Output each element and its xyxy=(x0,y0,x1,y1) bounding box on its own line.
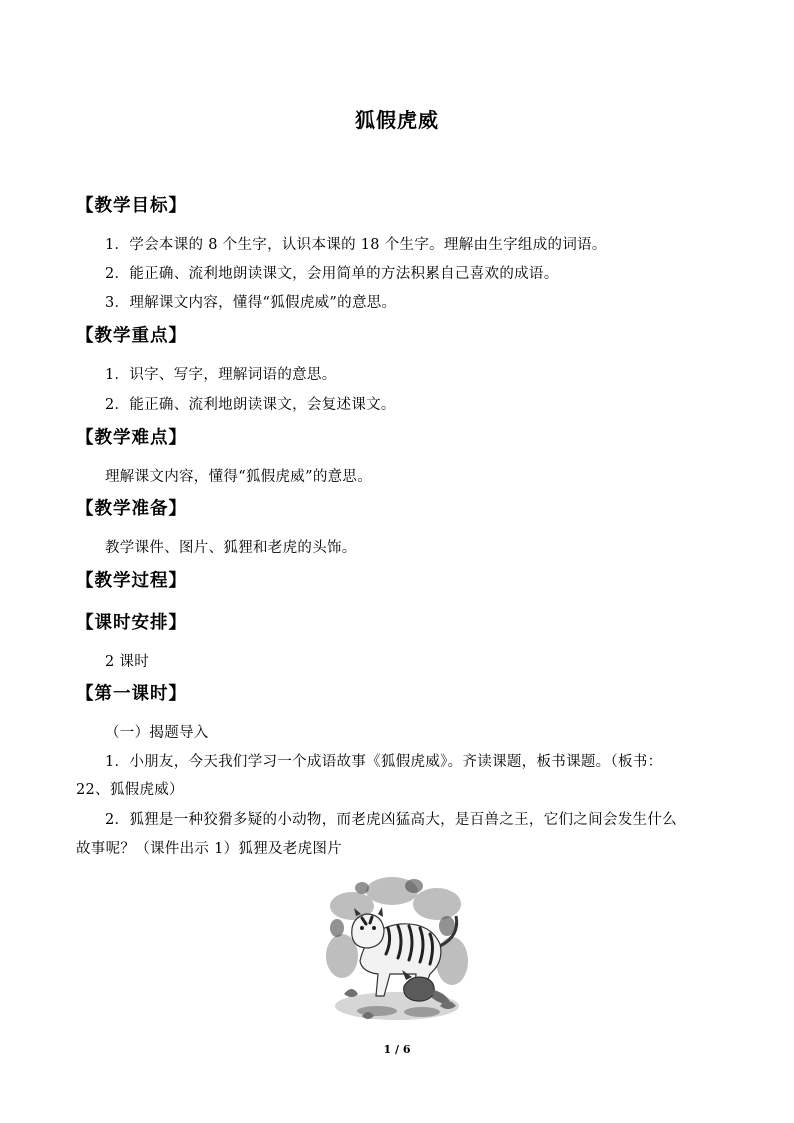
goal-item-1: 1．学会本课的 8 个生字，认识本课的 18 个生字。理解由生字组成的词语。 xyxy=(105,237,607,253)
goal-item-2: 2．能正确、流利地朗读课文，会用简单的方法积累自己喜欢的成语。 xyxy=(105,266,559,282)
heading-process: 【教学过程】 xyxy=(76,571,187,591)
fox-tiger-illustration xyxy=(322,866,472,1026)
heading-goals: 【教学目标】 xyxy=(76,196,187,216)
page-number: 1 / 6 xyxy=(383,1043,411,1056)
paragraph-2-line-2: 故事呢？（课件出示 1）狐狸及老虎图片 xyxy=(76,841,343,857)
sub-heading-intro: （一）揭题导入 xyxy=(105,725,209,741)
schedule-text: 2 课时 xyxy=(105,654,150,670)
goal-item-3: 3．理解课文内容，懂得“狐假虎威”的意思。 xyxy=(105,295,397,311)
heading-difficulties: 【教学难点】 xyxy=(76,428,187,448)
preparation-text: 教学课件、图片、狐狸和老虎的头饰。 xyxy=(105,540,357,556)
paragraph-2-line-1: 2．狐狸是一种狡猾多疑的小动物，而老虎凶猛高大，是百兽之王，它们之间会发生什么 xyxy=(105,812,677,828)
key-point-item-2: 2．能正确、流利地朗读课文，会复述课文。 xyxy=(105,397,396,413)
heading-schedule: 【课时安排】 xyxy=(76,613,187,633)
paragraph-1-line-1: 1．小朋友，今天我们学习一个成语故事《狐假虎威》。齐读课题，板书课题。（板书： xyxy=(105,754,663,770)
paragraph-1-line-2: 22、狐假虎威） xyxy=(76,782,184,798)
heading-first-lesson: 【第一课时】 xyxy=(76,684,187,704)
heading-key-points: 【教学重点】 xyxy=(76,326,187,346)
difficulties-text: 理解课文内容，懂得“狐假虎威”的意思。 xyxy=(105,469,373,485)
key-point-item-1: 1．识字、写字，理解词语的意思。 xyxy=(105,367,337,383)
heading-preparation: 【教学准备】 xyxy=(76,499,187,519)
page-title: 狐假虎威 xyxy=(355,108,439,132)
